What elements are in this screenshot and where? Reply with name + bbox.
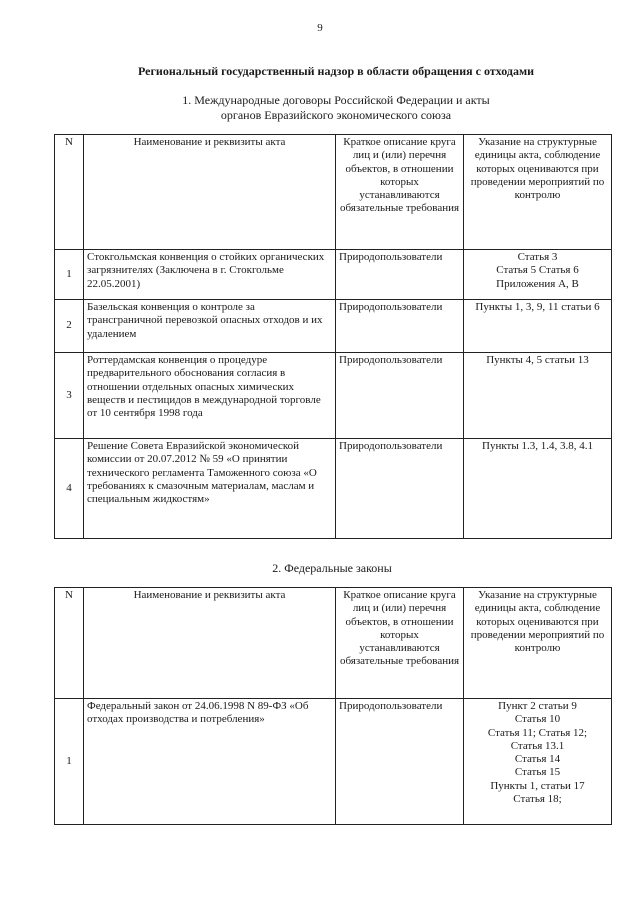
header-act-name: Наименование и реквизиты акта	[84, 135, 336, 250]
description: Природопользователи	[336, 300, 464, 353]
table-row	[55, 353, 612, 439]
unit-item: Статья 10	[514, 713, 561, 726]
unit-item: Статья 18;	[513, 793, 562, 806]
row-number: 1	[55, 250, 84, 300]
row-number: 4	[55, 439, 84, 539]
section-1-title	[0, 93, 640, 123]
structural-units	[464, 300, 612, 353]
header-act-name: Наименование и реквизиты акта	[84, 588, 336, 699]
unit-item: Приложения А, В	[496, 277, 579, 290]
structural-units	[464, 439, 612, 539]
header-description: Краткое описание круга лиц и (или) перечня объектов, в отношении которых устанавливаются обязательные требования	[336, 588, 464, 699]
header-number: N	[55, 135, 84, 250]
row-number: 1	[55, 699, 84, 825]
structural-units	[464, 699, 612, 825]
section-1-title-line-2: органов Евразийского экономического союза	[220, 108, 452, 122]
federal-laws-table	[54, 587, 612, 825]
table-row	[55, 699, 612, 825]
act-name: Базельская конвенция о контроле за трансграничной перевозкой опасных отходов и их удалением	[84, 300, 336, 353]
table-header-row	[55, 588, 612, 699]
unit-item: Статья 11; Статья 12;	[487, 726, 588, 739]
description: Природопользователи	[336, 439, 464, 539]
table-header-row	[55, 135, 612, 250]
section-1-title-line-1: 1. Международные договоры Российской Федерации и акты	[182, 93, 490, 107]
header-number: N	[55, 588, 84, 699]
row-number: 2	[55, 300, 84, 353]
unit-item: Пункты 4, 5 статьи 13	[486, 354, 589, 366]
description: Природопользователи	[336, 250, 464, 300]
unit-item: Пункты 1, 3, 9, 11 статьи 6	[475, 301, 600, 313]
page-number: 9	[317, 22, 323, 34]
act-name: Роттердамская конвенция о процедуре предварительного обоснования согласия в отношении отдельных опасных химических веществ и пестицидов в международной торговле от 10 сентября 1998 года	[84, 353, 336, 439]
description: Природопользователи	[336, 353, 464, 439]
section-2-title: 2. Федеральные законы	[272, 561, 392, 575]
unit-item: Статья 5 Статья 6	[496, 264, 579, 277]
unit-item: Пункты 1, статьи 17	[490, 779, 585, 792]
header-structural-units: Указание на структурные единицы акта, соблюдение которых оцениваются при проведении мероприятий по контролю	[464, 135, 612, 250]
international-acts-table	[54, 134, 612, 539]
unit-item: Статья 13.1	[510, 739, 565, 752]
page-title: Региональный государственный надзор в области обращения с отходами	[137, 64, 535, 78]
unit-item: Пункты 1.3, 1.4, 3.8, 4.1	[482, 440, 593, 452]
description: Природопользователи	[336, 699, 464, 825]
structural-units	[464, 250, 612, 300]
unit-item: Статья 15	[514, 766, 561, 779]
act-name: Стокгольмская конвенция о стойких органических загрязнителях (Заключена в г. Стокгольме 22.05.2001)	[84, 250, 336, 300]
table-row	[55, 250, 612, 300]
header-description: Краткое описание круга лиц и (или) перечня объектов, в отношении которых устанавливаются обязательные требования	[336, 135, 464, 250]
unit-item: Статья 3	[517, 251, 558, 263]
act-name: Федеральный закон от 24.06.1998 N 89-ФЗ «Об отходах производства и потребления»	[84, 699, 336, 825]
unit-item: Статья 14	[514, 753, 561, 766]
table-row	[55, 300, 612, 353]
header-structural-units: Указание на структурные единицы акта, соблюдение которых оцениваются при проведении мероприятий по контролю	[464, 588, 612, 699]
row-number: 3	[55, 353, 84, 439]
table-row	[55, 439, 612, 539]
unit-item: Пункт 2 статьи 9	[498, 700, 577, 712]
structural-units	[464, 353, 612, 439]
act-name: Решение Совета Евразийской экономической комиссии от 20.07.2012 № 59 «О принятии технического регламента Таможенного союза «О требованиях к смазочным материалам, маслам и специальным жидкостям»	[84, 439, 336, 539]
